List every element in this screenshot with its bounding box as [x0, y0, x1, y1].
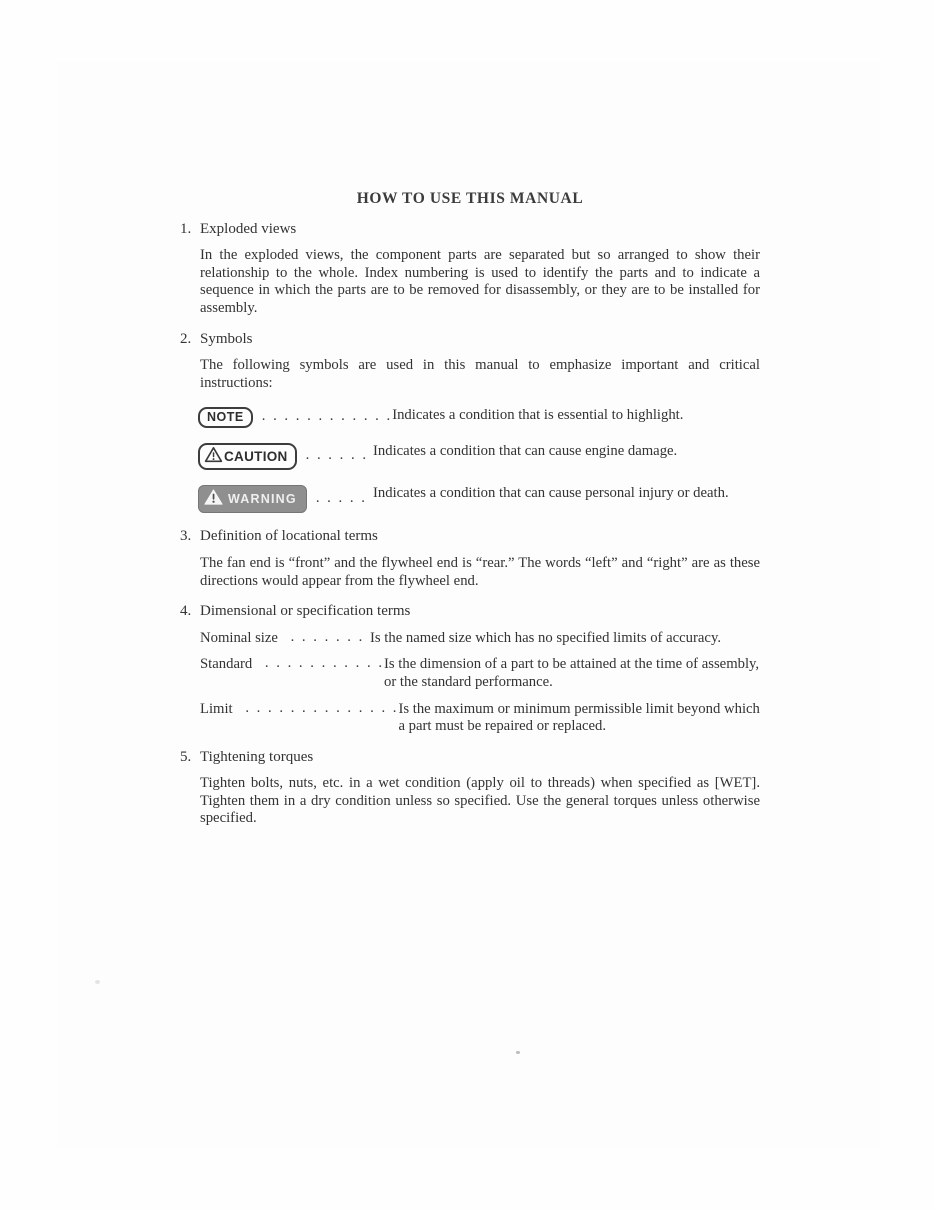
- section-body-text: Tighten bolts, nuts, etc. in a wet condition (apply oil to threads) when specified as [WET]. Tighten them in a dry condition unless so specified. Use the general torques unless otherwise specified.: [200, 775, 760, 827]
- section-heading-label: Dimensional or specification terms: [200, 603, 411, 620]
- symbol-row-note: [198, 407, 760, 428]
- section-specification-terms: [180, 603, 760, 736]
- caution-badge-label: CAUTION: [224, 448, 288, 464]
- section-number: 3.: [180, 528, 192, 545]
- note-badge: NOTE: [198, 407, 253, 428]
- section-heading: [180, 331, 760, 349]
- term-description: Is the maximum or minimum permissible limit beyond which a part must be repaired or replaced.: [398, 700, 760, 735]
- caution-badge: [198, 443, 297, 470]
- terms-list: [200, 630, 760, 736]
- dots-leader: . . . . . .: [305, 447, 368, 464]
- section-heading-label: Definition of locational terms: [200, 528, 378, 545]
- section-body-text: The following symbols are used in this manual to emphasize important and critical instructions:: [200, 357, 760, 391]
- symbol-row-caution: [198, 443, 760, 470]
- symbols-list: [198, 407, 760, 513]
- section-heading-label: Symbols: [200, 330, 253, 347]
- term-label-cell: [200, 656, 384, 674]
- symbol-description: Indicates a condition that can cause personal injury or death.: [373, 485, 729, 502]
- section-exploded-views: [180, 221, 760, 318]
- symbol-description: Indicates a condition that can cause engine damage.: [373, 443, 678, 460]
- section-heading: [180, 221, 760, 239]
- term-description: Is the dimension of a part to be attained at the time of assembly, or the standard performance.: [384, 656, 760, 690]
- term-row-limit: [200, 701, 760, 736]
- symbol-badge-cell: [198, 443, 373, 470]
- dots-leader: . . . . . . . . . . . .: [261, 408, 393, 425]
- symbol-badge-cell: [198, 485, 373, 513]
- section-body-text: The fan end is “front” and the flywheel end is “rear.” The words “left” and “right” are as these directions would appear from the flywheel end.: [200, 554, 760, 589]
- section-number: 5.: [180, 748, 192, 765]
- term-row-nominal-size: [200, 630, 760, 648]
- section-heading-label: Exploded views: [200, 220, 297, 237]
- section-body-text: In the exploded views, the component parts are separated but so arranged to show their relationship to the whole. Index numbering is used to identify the parts and to indicate a sequence in which the parts are to be removed for disassembly, or they are to be installed for assembly.: [200, 247, 760, 316]
- section-heading: [180, 528, 760, 546]
- symbol-badge-cell: [198, 407, 392, 428]
- dots-leader: . . . . . . .: [290, 628, 365, 645]
- symbol-row-warning: [198, 485, 760, 513]
- section-number: 4.: [180, 603, 192, 620]
- term-label-cell: [200, 630, 370, 648]
- dots-leader: . . . . . . . . . . .: [264, 655, 384, 672]
- term-label: Standard: [200, 656, 253, 673]
- caution-triangle-icon: [204, 446, 223, 467]
- section-number: 2.: [180, 330, 192, 347]
- section-heading-label: Tightening torques: [200, 748, 314, 765]
- warning-triangle-icon: [204, 489, 223, 509]
- manual-page: [180, 190, 760, 836]
- term-label-cell: [200, 701, 398, 719]
- dots-leader: . . . . . . . . . . . . . .: [245, 699, 399, 716]
- dots-leader: . . . . .: [315, 489, 367, 506]
- term-description: Is the named size which has no specified limits of accuracy.: [370, 629, 722, 646]
- warning-badge-label: WARNING: [228, 492, 297, 507]
- section-locational-terms: [180, 528, 760, 590]
- section-tightening-torques: [180, 749, 760, 828]
- section-heading: [180, 749, 760, 767]
- section-number: 1.: [180, 220, 192, 237]
- page-title: HOW TO USE THIS MANUAL: [356, 190, 584, 207]
- section-symbols: [180, 331, 760, 514]
- scan-speck: [95, 980, 100, 984]
- term-row-standard: [200, 656, 760, 691]
- term-label: Nominal size: [200, 629, 278, 646]
- warning-badge: [198, 485, 307, 513]
- term-label: Limit: [200, 700, 233, 717]
- scan-speck: [516, 1051, 520, 1054]
- symbol-description: Indicates a condition that is essential to highlight.: [392, 407, 684, 424]
- section-heading: [180, 603, 760, 621]
